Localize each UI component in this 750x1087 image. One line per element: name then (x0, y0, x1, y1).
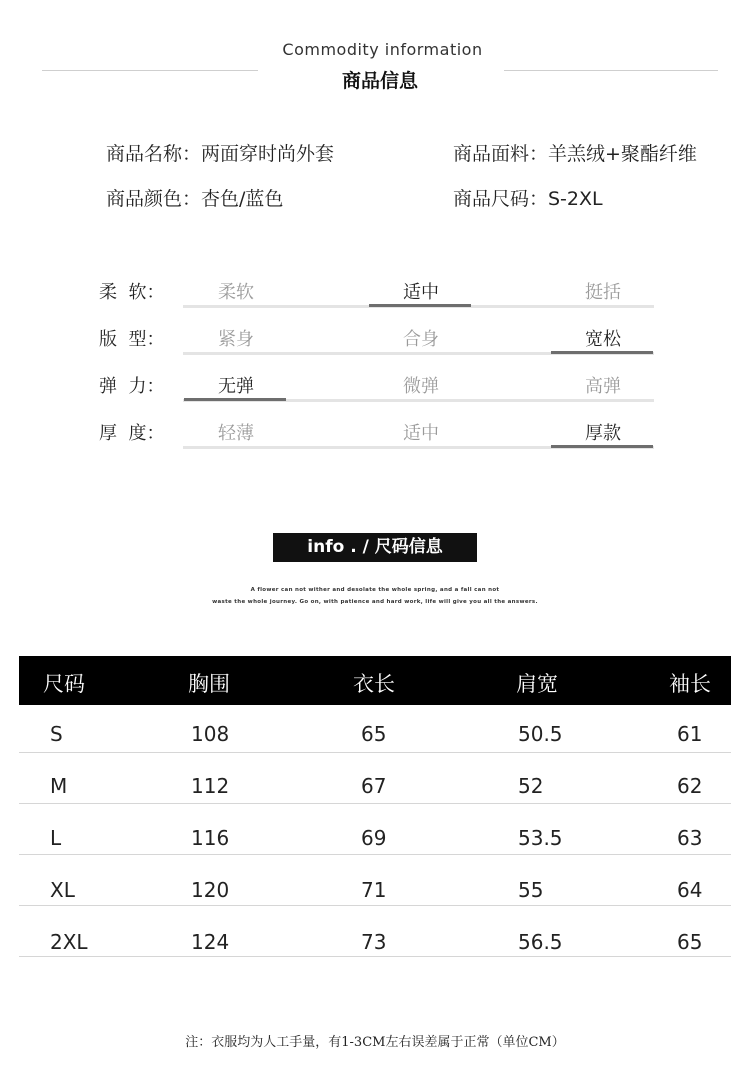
size-info-banner: info . / 尺码信息 (273, 533, 477, 562)
attribute-option: 合身 (403, 329, 439, 350)
row-divider (19, 803, 731, 804)
size-table-column-header: 肩宽 (516, 672, 558, 696)
table-cell: 50.5 (518, 722, 563, 746)
table-cell: 64 (677, 878, 703, 902)
attribute-option: 适中 (403, 282, 439, 303)
table-cell: 67 (361, 774, 387, 798)
row-divider (19, 854, 731, 855)
table-cell: 71 (361, 878, 387, 902)
attribute-selected-marker (369, 304, 471, 307)
table-cell: M (50, 774, 68, 798)
table-cell: 63 (677, 826, 703, 850)
attribute-option: 轻薄 (218, 423, 254, 444)
table-cell: 2XL (50, 930, 88, 954)
table-cell: 108 (191, 722, 230, 746)
product-color: 商品颜色：杏色/蓝色 (106, 188, 284, 210)
attribute-option: 高弹 (585, 376, 621, 397)
attribute-option: 挺括 (585, 282, 621, 303)
measurement-note: 注：衣服均为人工手量，有1-3CM左右误差属于正常（单位CM） (185, 1035, 565, 1050)
motto-line-1: A flower can not wither and desolate the whole spring, and a fall can not (250, 587, 500, 593)
table-cell: L (50, 826, 62, 850)
table-cell: 120 (191, 878, 230, 902)
product-fabric: 商品面料：羊羔绒+聚酯纤维 (453, 143, 697, 165)
attribute-label: 柔 软： (99, 282, 165, 303)
attribute-option: 柔软 (218, 282, 254, 303)
attribute-option: 紧身 (218, 329, 254, 350)
attribute-label: 弹 力： (99, 376, 165, 397)
row-divider (19, 905, 731, 906)
table-cell: 112 (191, 774, 230, 798)
product-name: 商品名称：两面穿时尚外套 (106, 143, 335, 165)
table-cell: XL (50, 878, 75, 902)
table-cell: 53.5 (518, 826, 563, 850)
size-table-column-header: 胸围 (188, 672, 230, 696)
attribute-option: 无弹 (218, 376, 254, 397)
table-cell: 56.5 (518, 930, 563, 954)
table-cell: 62 (677, 774, 703, 798)
attribute-selected-marker (551, 445, 653, 448)
size-table-column-header: 尺码 (43, 672, 85, 696)
table-cell: 69 (361, 826, 387, 850)
table-cell: 124 (191, 930, 230, 954)
table-cell: 65 (677, 930, 703, 954)
table-cell: 116 (191, 826, 230, 850)
attribute-selected-marker (551, 351, 653, 354)
product-size-range: 商品尺码：S-2XL (453, 188, 603, 210)
attribute-option: 宽松 (585, 329, 621, 350)
table-cell: S (50, 722, 63, 746)
row-divider (19, 956, 731, 957)
attribute-option: 厚款 (585, 423, 621, 444)
row-divider (19, 752, 731, 753)
size-table-column-header: 衣长 (353, 672, 395, 696)
table-cell: 61 (677, 722, 703, 746)
attribute-selected-marker (184, 398, 286, 401)
attribute-label: 厚 度： (99, 423, 165, 444)
attribute-label: 版 型： (99, 329, 165, 350)
size-table-column-header: 袖长 (669, 672, 711, 696)
section-title: 商品信息 (341, 70, 418, 92)
attribute-option: 适中 (403, 423, 439, 444)
section-title-english: Commodity information (282, 40, 483, 59)
table-cell: 65 (361, 722, 387, 746)
table-cell: 55 (518, 878, 544, 902)
table-cell: 52 (518, 774, 544, 798)
attribute-option: 微弹 (403, 376, 439, 397)
table-cell: 73 (361, 930, 387, 954)
motto-line-2: waste the whole journey. Go on, with patience and hard work, life will give you all the answers. (212, 599, 538, 605)
